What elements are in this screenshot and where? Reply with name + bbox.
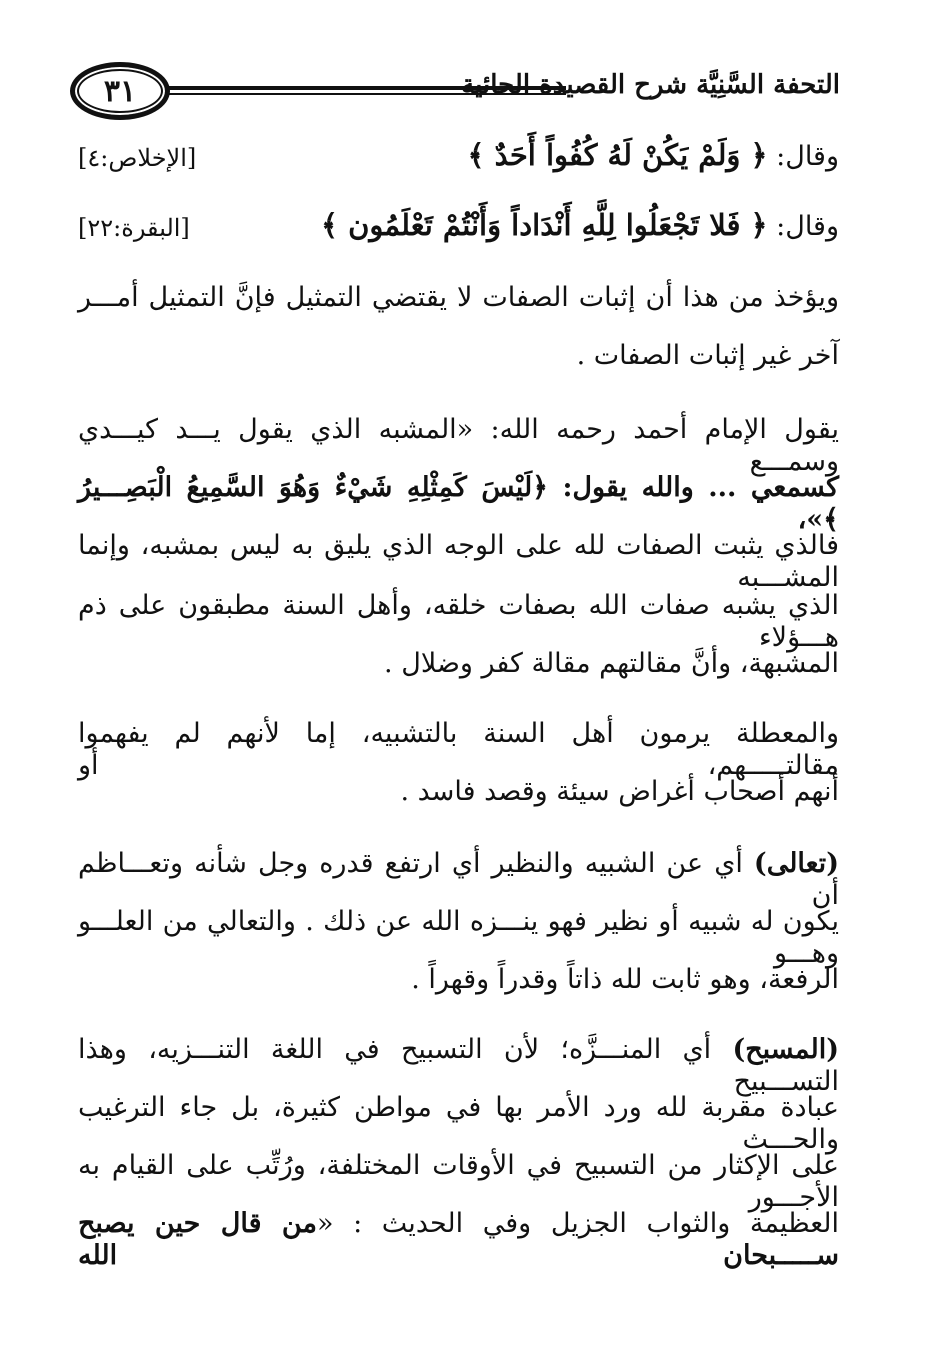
verse-reference: [البقرة:٢٢]	[78, 214, 190, 242]
book-title: التحفة السَّنِيَّة شرح القصيدة الحائية	[461, 70, 840, 100]
paragraph-line	[78, 848, 839, 913]
verse-intro: وقال:	[776, 211, 839, 242]
paragraph-line	[78, 1208, 839, 1273]
page-number-badge	[70, 62, 170, 120]
paragraph-line: آخر غير إثبات الصفات .	[576, 340, 839, 371]
paragraph-text: العظيمة والثواب الجزيل وفي الحديث : «	[316, 1208, 839, 1239]
paragraph-line: أنهم أصحاب أغراض سيئة وقصد فاسد .	[400, 776, 839, 807]
paragraph-line: يكون له شبيه أو نظير فهو ينـــزه الله عن ذلك . والتعالي من العلـــو وهـــو	[78, 906, 839, 970]
paragraph-text: أي عن الشبيه والنظير أي ارتفع قدره وجل شأنه وتعـــاظم أن	[78, 848, 839, 912]
paragraph-line: الرفعة، وهو ثابت لله ذاتاً وقدراً وقهراً .	[411, 964, 839, 995]
term-heading: (المسبح)	[732, 1034, 839, 1065]
paragraph-line: فالذي يثبت الصفات لله على الوجه الذي يليق به ليس بمشبه، وإنما المشـــبه	[78, 530, 839, 594]
hadith-text: من قال حين يصبح ســـــبحان الله	[78, 1208, 839, 1272]
verse-reference: [الإخلاص:٤]	[78, 144, 197, 172]
verse-line	[468, 138, 839, 173]
verse-line	[321, 208, 839, 243]
verse-intro: وقال:	[776, 141, 839, 172]
paragraph-line: عبادة مقربة لله ورد الأمر بها في مواطن كثيرة، بل جاء الترغيب والحـــث	[78, 1092, 839, 1156]
quran-verse: ﴿ وَلَمْ يَكُنْ لَهُ كُفُواً أَحَدٌ ﴾	[467, 138, 768, 172]
page-header	[70, 62, 840, 132]
paragraph-line: يقول الإمام أحمد رحمه الله: «المشبه الذي يقول يـــد كيـــدي وسمـــع	[78, 414, 839, 478]
term-heading: (تعالى)	[753, 848, 839, 879]
paragraph-line: الذي يشبه صفات الله بصفات خلقه، وأهل السنة مطبقون على ذم هـــؤلاء	[78, 590, 839, 654]
quran-verse: ﴿ فَلا تَجْعَلُوا لِلَّهِ أَنْدَاداً وَأَنْتُمْ تَعْلَمُون ﴾	[321, 208, 768, 242]
paragraph-line: كسمعي ... والله يقول: ﴿لَيْسَ كَمِثْلِهِ شَيْءٌ وَهُوَ السَّمِيعُ الْبَصِـــيرُ ﴾»،	[78, 472, 839, 536]
paragraph-line: ويؤخذ من هذا أن إثبات الصفات لا يقتضي التمثيل فإنَّ التمثيل أمـــر	[78, 282, 839, 313]
paragraph-line	[78, 1034, 839, 1099]
paragraph-text: أي المنـــزَّه؛ لأن التسبيح في اللغة التنـــزيه، وهذا التســـبيح	[78, 1034, 839, 1098]
paragraph-line: المشبهة، وأنَّ مقالتهم مقالة كفر وضلال .	[384, 648, 839, 679]
page-number: ٣١	[103, 73, 137, 109]
paragraph-line: والمعطلة يرمون أهل السنة بالتشبيه، إما لأنهم لم يفهموا مقالتـــــهم، أو	[78, 718, 839, 782]
paragraph-line: على الإكثار من التسبيح في الأوقات المختلفة، ورُتِّب على القيام به الأجـــور	[78, 1150, 839, 1214]
